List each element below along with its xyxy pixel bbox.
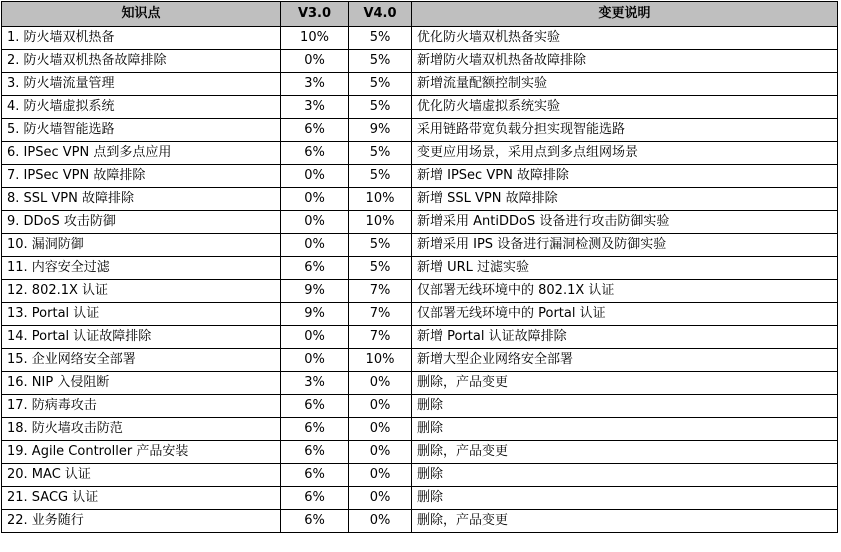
change-description-cell: 新增防火墙双机热备故障排除 [412,50,838,73]
table-body [2,27,838,533]
knowledge-point-cell: 12. 802.1X 认证 [2,280,281,303]
change-description-cell: 删除 [412,395,838,418]
table-row [2,349,838,372]
knowledge-point-cell: 14. Portal 认证故障排除 [2,326,281,349]
change-description-cell: 仅部署无线环境中的 802.1X 认证 [412,280,838,303]
v3-percent-cell: 6% [281,119,349,142]
header-row [2,2,838,27]
knowledge-change-table [1,1,838,533]
knowledge-point-cell: 8. SSL VPN 故障排除 [2,188,281,211]
v4-percent-cell: 7% [349,303,412,326]
v4-percent-cell: 0% [349,510,412,533]
table-row [2,211,838,234]
table-row [2,165,838,188]
table-row [2,257,838,280]
change-description-cell: 删除，产品变更 [412,441,838,464]
v4-percent-cell: 5% [349,50,412,73]
v4-percent-cell: 5% [349,96,412,119]
change-description-cell: 新增 URL 过滤实验 [412,257,838,280]
knowledge-point-cell: 13. Portal 认证 [2,303,281,326]
knowledge-point-cell: 17. 防病毒攻击 [2,395,281,418]
knowledge-point-cell: 21. SACG 认证 [2,487,281,510]
v3-percent-cell: 6% [281,510,349,533]
v4-percent-cell: 5% [349,165,412,188]
v3-percent-cell: 0% [281,165,349,188]
knowledge-point-cell: 9. DDoS 攻击防御 [2,211,281,234]
v3-percent-cell: 10% [281,27,349,50]
change-description-cell: 新增采用 AntiDDoS 设备进行攻击防御实验 [412,211,838,234]
header-change-description: 变更说明 [412,2,838,27]
v3-percent-cell: 6% [281,257,349,280]
knowledge-point-cell: 16. NIP 入侵阻断 [2,372,281,395]
v3-percent-cell: 9% [281,280,349,303]
knowledge-point-cell: 3. 防火墙流量管理 [2,73,281,96]
change-description-cell: 新增 IPSec VPN 故障排除 [412,165,838,188]
table-row [2,96,838,119]
table-row [2,372,838,395]
table-row [2,510,838,533]
knowledge-point-cell: 20. MAC 认证 [2,464,281,487]
table-container [1,1,838,533]
change-description-cell: 删除，产品变更 [412,372,838,395]
v4-percent-cell: 5% [349,27,412,50]
table-row [2,395,838,418]
header-v3: V3.0 [281,2,349,27]
v3-percent-cell: 6% [281,395,349,418]
table-row [2,50,838,73]
v3-percent-cell: 6% [281,487,349,510]
v3-percent-cell: 3% [281,73,349,96]
table-row [2,119,838,142]
knowledge-point-cell: 7. IPSec VPN 故障排除 [2,165,281,188]
table-row [2,487,838,510]
table-row [2,234,838,257]
table-row [2,441,838,464]
v4-percent-cell: 10% [349,349,412,372]
change-description-cell: 删除，产品变更 [412,510,838,533]
v3-percent-cell: 0% [281,326,349,349]
v3-percent-cell: 3% [281,372,349,395]
v4-percent-cell: 10% [349,211,412,234]
knowledge-point-cell: 18. 防火墙攻击防范 [2,418,281,441]
table-row [2,73,838,96]
v3-percent-cell: 0% [281,50,349,73]
v4-percent-cell: 5% [349,257,412,280]
v4-percent-cell: 0% [349,487,412,510]
v3-percent-cell: 6% [281,418,349,441]
v3-percent-cell: 0% [281,349,349,372]
v4-percent-cell: 0% [349,441,412,464]
change-description-cell: 删除 [412,418,838,441]
v3-percent-cell: 6% [281,142,349,165]
v4-percent-cell: 5% [349,73,412,96]
table-row [2,464,838,487]
v4-percent-cell: 0% [349,464,412,487]
v3-percent-cell: 0% [281,211,349,234]
v4-percent-cell: 0% [349,395,412,418]
change-description-cell: 优化防火墙虚拟系统实验 [412,96,838,119]
knowledge-point-cell: 11. 内容安全过滤 [2,257,281,280]
v4-percent-cell: 0% [349,372,412,395]
v4-percent-cell: 5% [349,142,412,165]
knowledge-point-cell: 22. 业务随行 [2,510,281,533]
change-description-cell: 新增大型企业网络安全部署 [412,349,838,372]
v3-percent-cell: 0% [281,188,349,211]
v4-percent-cell: 7% [349,326,412,349]
knowledge-point-cell: 19. Agile Controller 产品安装 [2,441,281,464]
v4-percent-cell: 7% [349,280,412,303]
change-description-cell: 优化防火墙双机热备实验 [412,27,838,50]
v3-percent-cell: 6% [281,441,349,464]
header-v4: V4.0 [349,2,412,27]
knowledge-point-cell: 6. IPSec VPN 点到多点应用 [2,142,281,165]
table-row [2,142,838,165]
change-description-cell: 删除 [412,487,838,510]
v3-percent-cell: 6% [281,464,349,487]
v4-percent-cell: 9% [349,119,412,142]
change-description-cell: 新增 Portal 认证故障排除 [412,326,838,349]
v4-percent-cell: 0% [349,418,412,441]
knowledge-point-cell: 1. 防火墙双机热备 [2,27,281,50]
change-description-cell: 新增 SSL VPN 故障排除 [412,188,838,211]
table-row [2,326,838,349]
knowledge-point-cell: 4. 防火墙虚拟系统 [2,96,281,119]
table-row [2,27,838,50]
change-description-cell: 新增采用 IPS 设备进行漏洞检测及防御实验 [412,234,838,257]
change-description-cell: 采用链路带宽负载分担实现智能选路 [412,119,838,142]
change-description-cell: 新增流量配额控制实验 [412,73,838,96]
change-description-cell: 仅部署无线环境中的 Portal 认证 [412,303,838,326]
table-row [2,188,838,211]
v3-percent-cell: 0% [281,234,349,257]
header-knowledge-point: 知识点 [2,2,281,27]
knowledge-point-cell: 2. 防火墙双机热备故障排除 [2,50,281,73]
v3-percent-cell: 3% [281,96,349,119]
change-description-cell: 变更应用场景，采用点到多点组网场景 [412,142,838,165]
knowledge-point-cell: 10. 漏洞防御 [2,234,281,257]
v3-percent-cell: 9% [281,303,349,326]
v4-percent-cell: 10% [349,188,412,211]
table-row [2,303,838,326]
table-row [2,280,838,303]
knowledge-point-cell: 15. 企业网络安全部署 [2,349,281,372]
knowledge-point-cell: 5. 防火墙智能选路 [2,119,281,142]
v4-percent-cell: 5% [349,234,412,257]
table-row [2,418,838,441]
change-description-cell: 删除 [412,464,838,487]
